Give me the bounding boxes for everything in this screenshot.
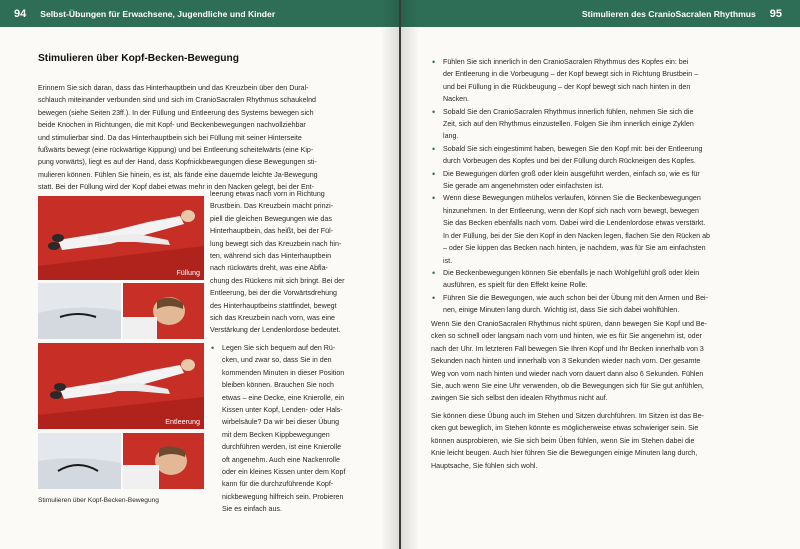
text-line: cken, und zwar so, dass Sie in den <box>222 356 332 365</box>
text-line: Sie das Becken ebenfalls nach vorn. Dabei wird die Lendenlordose etwas verstärkt. <box>443 219 706 228</box>
text-line: bleiben können. Brauchen Sie noch <box>222 381 335 390</box>
text-line: sich das Kreuzbein nach vorn, was eine <box>210 314 335 323</box>
text-line: Erinnern Sie sich daran, dass das Hinterhauptbein und das Kreuzbein über den Dural- <box>38 84 309 92</box>
text-line: Sie es einfach aus. <box>222 505 282 514</box>
text-line: Brustbein. Das Kreuzbein macht prinzi- <box>210 202 334 211</box>
text-line: lung bewegt sich das Kreuzbein nach hin- <box>210 239 342 248</box>
bullet-list <box>431 56 779 317</box>
text-line: Sie, auch wenn Sie eine Uhr verwenden, ob die Bewegungen sich für Sie gut anfühlen, <box>431 382 704 391</box>
bullet-item <box>431 192 779 266</box>
text-line: In der Füllung, bei der Sie den Kopf in den Nacken legen, flachen Sie den Rücken ab <box>443 231 710 240</box>
running-head: Stimulieren des CranioSacralen Rhythmus <box>581 8 756 19</box>
text-line: nen, einige Minuten lang durch. Wichtig ist, dass Sie sich dabei wohlfühlen. <box>443 306 680 315</box>
text-line: mit dem Becken Kippbewegungen <box>222 430 330 439</box>
text-line: Verstärkung der Lendenlordose bedeutet. <box>210 326 341 335</box>
bullet-item <box>431 292 779 317</box>
left-header <box>0 0 399 27</box>
text-line: ten, während sich das Hinterhauptbein <box>210 252 332 261</box>
text-line: oder ein kleines Kissen unter dem Kopf <box>222 468 346 477</box>
text-line: Hinterhauptbein, das heißt, bei der Fül- <box>210 227 334 236</box>
text-line: Hauptsache, Sie fühlen sich wohl. <box>431 461 538 470</box>
text-line: Sie können diese Übung auch im Stehen und Sitzen durchführen. Im Sitzen ist das Be- <box>431 412 704 420</box>
photo-filling-back-detail <box>38 283 121 339</box>
photo-filling-head-detail <box>123 283 204 339</box>
text-line: • Wenn diese Bewegungen mühelos verlaufen, können Sie die Beckenbewegungen <box>443 194 701 203</box>
text-line: Sie gerade am angenehmsten oder einfachsten ist. <box>443 182 604 191</box>
text-line: mulieren können. Fühlen Sie hinein, es ist, als fände eine dauernde leichte Ja-Bewegung <box>38 170 318 179</box>
text-line: nickbewegung hilfreich sein. Probieren <box>222 492 344 501</box>
back-detail-illustration <box>38 283 121 339</box>
text-line: des Hinterhauptbeins stattfindet, bewegt <box>210 301 337 310</box>
wrapped-paragraph <box>210 188 364 337</box>
text-line: beide Knochen in Richtungen, die mit Kopf- und Beckenbewegungen nachvollziehbar <box>38 121 306 130</box>
text-line: durch Vorbeugen des Kopfes und bei der Füllung durch Rückneigen des Kopfes. <box>443 157 696 166</box>
page-number: 94 <box>14 7 27 20</box>
text-line: nach der Uhr. Im letzteren Fall bewegen Sie Ihren Kopf und Ihr Becken innerhalb von 3 <box>431 344 704 353</box>
text-line: Sekunden nach hinten und innerhalb von 3 Sekunden wieder nach vorn. Der gesamte <box>431 357 701 366</box>
text-line: statt. Bei der Füllung wird der Kopf dabei etwas mehr in den Nacken gelegt, bei der Ent- <box>38 183 315 192</box>
head-detail-illustration <box>123 433 204 489</box>
text-line: • Sobald Sie den CranioSacralen Rhythmus innerlich fühlen, nehmen Sie sich die <box>443 107 694 116</box>
text-line: Nacken. <box>443 95 470 104</box>
text-line: • Führen Sie die Bewegungen, wie auch schon bei der Übung mit den Armen und Bei- <box>443 293 708 302</box>
bullet-item <box>431 56 779 106</box>
figure-caption: Stimulieren über Kopf-Becken-Bewegung <box>38 497 159 504</box>
head-detail-illustration <box>123 283 204 339</box>
text-line: Wenn Sie den CranioSacralen Rhythmus nicht spüren, dann bewegen Sie Kopf und Be- <box>431 320 707 328</box>
photo-emptying-full <box>38 343 204 429</box>
text-line: fußwärts bewegt (eine rückwärtige Kippung) und bei Entleerung scheitelwärts (eine Kip- <box>38 146 314 155</box>
text-line: • Die Bewegungen dürfen groß oder klein ausgeführt werden, einfach so, wie es für <box>443 169 700 178</box>
photo-emptying-head-detail <box>123 433 204 489</box>
text-line: durchführen werden, ist eine Knierolle <box>222 443 342 452</box>
text-line: bewegen (siehe Seiten 23ff.). In der Füllung und Entleerung des Systems bewegen sich <box>38 108 314 117</box>
text-line: kann für die durchzuführende Kopf- <box>222 480 334 489</box>
text-line: Zeit, sich auf den Rhythmus einzustellen. Folgen Sie ihm innerlich einige Zyklen <box>443 120 694 129</box>
gutter-shadow <box>381 0 399 549</box>
bullet-item <box>431 106 779 143</box>
text-line: können ausprobieren, wie Sie sich beim Üben fühlen, wenn Sie im Stehen dabei die <box>431 436 695 445</box>
paragraph <box>431 410 779 472</box>
text-line: • Legen Sie sich bequem auf den Rü- <box>222 344 336 352</box>
text-line: piell die gleichen Bewegungen wie das <box>210 214 332 223</box>
text-line: lang. <box>443 132 459 141</box>
back-detail-illustration <box>38 433 121 489</box>
running-head: Selbst-Übungen für Erwachsene, Jugendliche und Kinder <box>40 8 276 19</box>
text-line: und stimulierbar sind. Da das Hinterhauptbein sich bei Füllung mit seiner Hinterseite <box>38 133 302 142</box>
page-number: 95 <box>769 7 782 20</box>
text-line: Knie leicht beugen. Auch hier führen Sie die Bewegungen einige Minuten lang durch, <box>431 449 698 458</box>
text-line: der Entleerung in die Vorbeugung – der Kopf bewegt sich in Richtung Brustbein – <box>443 70 699 79</box>
text-line: leerung etwas nach vorn in Richtung <box>210 190 325 198</box>
text-line: pung vorwärts), liegt es auf der Hand, dass Kopfnickbewegungen diese Bewegungen sti- <box>38 158 317 167</box>
right-header <box>401 0 800 27</box>
text-line: wirbelsäule? Da wir bei dieser Übung <box>222 418 340 427</box>
text-line: • Sobald Sie sich eingestimmt haben, bewegen Sie den Kopf mit: bei der Entleerung <box>443 144 703 153</box>
text-line: zwingen Sie sich selbst den idealen Rhythmus nicht auf. <box>431 394 608 403</box>
text-line: etwas – eine Decke, eine Knierolle, ein <box>222 393 345 402</box>
text-line: schlauch miteinander verbunden sind und sich im CranioSacralen Rhythmus schaukelnd <box>38 96 316 105</box>
gutter-shadow <box>401 0 419 549</box>
intro-paragraph <box>38 82 363 194</box>
bullet-item <box>431 267 779 292</box>
right-page <box>401 0 800 549</box>
text-line: chung des Rückens mit sich bringt. Bei der <box>210 276 345 285</box>
bullet-item <box>431 143 779 168</box>
bullet-item <box>431 168 779 193</box>
text-line: kommenden Minuten in dieser Position <box>222 368 345 377</box>
text-line: – oder Sie kippen das Becken nach hinten, je nachdem, was für Sie am einfachsten <box>443 244 706 253</box>
text-line: nach rückwärts dreht, was eine Abfla- <box>210 264 328 273</box>
text-line: und bei Füllung in die Rückbeugung – der Kopf bewegt sich nach hinten in den <box>443 82 691 91</box>
text-line: ist. <box>443 256 453 265</box>
photo-emptying-back-detail <box>38 433 121 489</box>
photo-label: Füllung <box>176 268 200 277</box>
text-line: cken gut beweglich, im Stehen könnte es möglicherweise etwas schwieriger sein. Sie <box>431 424 699 433</box>
text-line: oft angenehm. Auch eine Nackenrolle <box>222 455 340 464</box>
text-line: Kissen unter Kopf, Lenden- oder Hals- <box>222 406 343 415</box>
left-page <box>0 0 399 549</box>
section-title: Stimulieren über Kopf-Becken-Bewegung <box>38 53 239 64</box>
photo-filling-full <box>38 196 204 280</box>
paragraph <box>431 318 779 405</box>
text-line: Entleerung, bei der die Vorwärtsdrehung <box>210 289 337 298</box>
text-line: Weg von vorn nach hinten und wieder nach vorn dauert dann also 6 Sekunden. Fühlen <box>431 369 704 378</box>
text-line: hinzunehmen. In der Entleerung, wenn der Kopf sich nach vorn bewegt, bewegen <box>443 206 699 215</box>
text-line: cken so schnell oder langsam nach vorn und hinten, wie es für Sie angenehm ist, oder <box>431 332 702 341</box>
text-line: • Fühlen Sie sich innerlich in den CranioSacralen Rhythmus des Kopfes ein: bei <box>443 58 689 66</box>
bullet-item <box>210 342 364 516</box>
text-line: • Die Beckenbewegungen können Sie ebenfalls je nach Wohlgefühl groß oder klein <box>443 268 700 277</box>
photo-label: Entleerung <box>165 417 200 426</box>
text-line: ausführen, es spielt für den Effekt keine Rolle. <box>443 281 588 290</box>
